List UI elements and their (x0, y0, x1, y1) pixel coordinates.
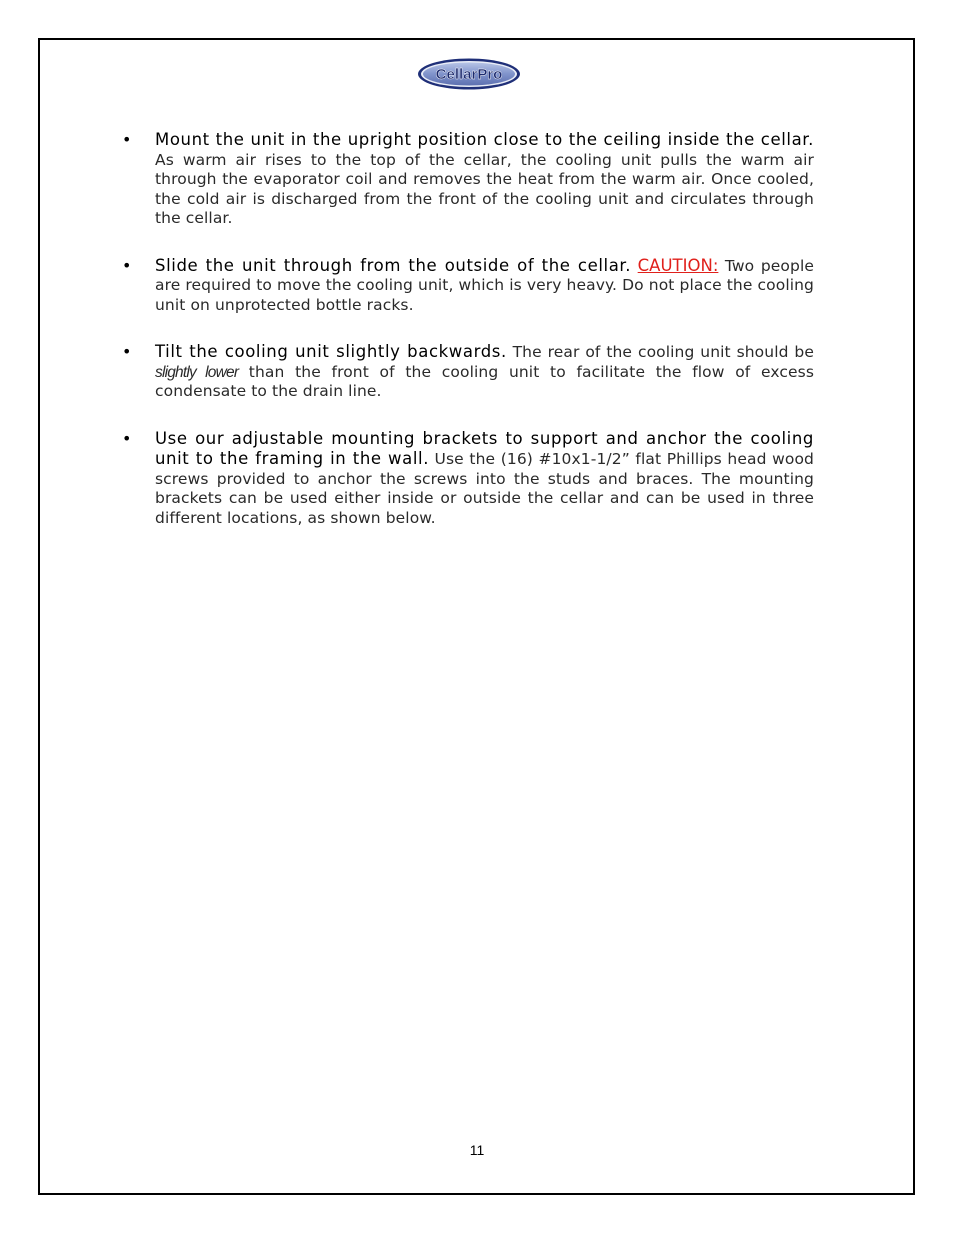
emphasis-text: slightly lower (155, 363, 239, 381)
list-item (122, 429, 814, 529)
bullet-body: As warm air rises to the top of the cellar, the cooling unit pulls the warm air through the evaporator coil and removes the heat from the warm air. Once cooled, the cold air is discharged from the front of the cooling unit and circulates through the cellar. (155, 150, 814, 227)
bullet-body: than the front of the cooling unit to facilitate the flow of excess condensate to the drain line. (155, 362, 814, 400)
bullet-body: Use the (16) #10x1-1/2” flat Phillips head wood screws provided to anchor the screws into the studs and braces. The mounting brackets can be used either inside or outside the cellar and can be used in three different locations, as shown below. (155, 450, 814, 527)
instructions-list (122, 130, 814, 555)
bullet-body: The rear of the cooling unit should be (512, 343, 814, 361)
bullet-icon: • (122, 428, 132, 448)
logo-text: CellarPro (435, 66, 503, 83)
bullet-icon: • (122, 255, 132, 275)
bullet-lead: Mount the unit in the upright position close to the ceiling inside the cellar. (155, 130, 814, 149)
bullet-lead: Slide the unit through from the outside of the cellar. (155, 255, 632, 275)
bullet-icon: • (122, 342, 132, 361)
list-item (122, 256, 814, 316)
bullet-icon: • (122, 130, 132, 149)
bullet-lead: Use our adjustable mounting brackets to support and anchor the cooling unit to the framing in the wall. (155, 428, 814, 468)
page-number: 11 (469, 1142, 485, 1158)
list-item (122, 342, 814, 402)
caution-label: CAUTION: (637, 255, 719, 275)
bullet-lead: Tilt the cooling unit slightly backwards. (155, 342, 507, 361)
list-item (122, 130, 814, 229)
bullet-body: Two people are required to move the cooling unit, which is very heavy. Do not place the cooling unit on unprotected bottle racks. (155, 256, 814, 314)
cellarpro-logo (416, 57, 522, 91)
